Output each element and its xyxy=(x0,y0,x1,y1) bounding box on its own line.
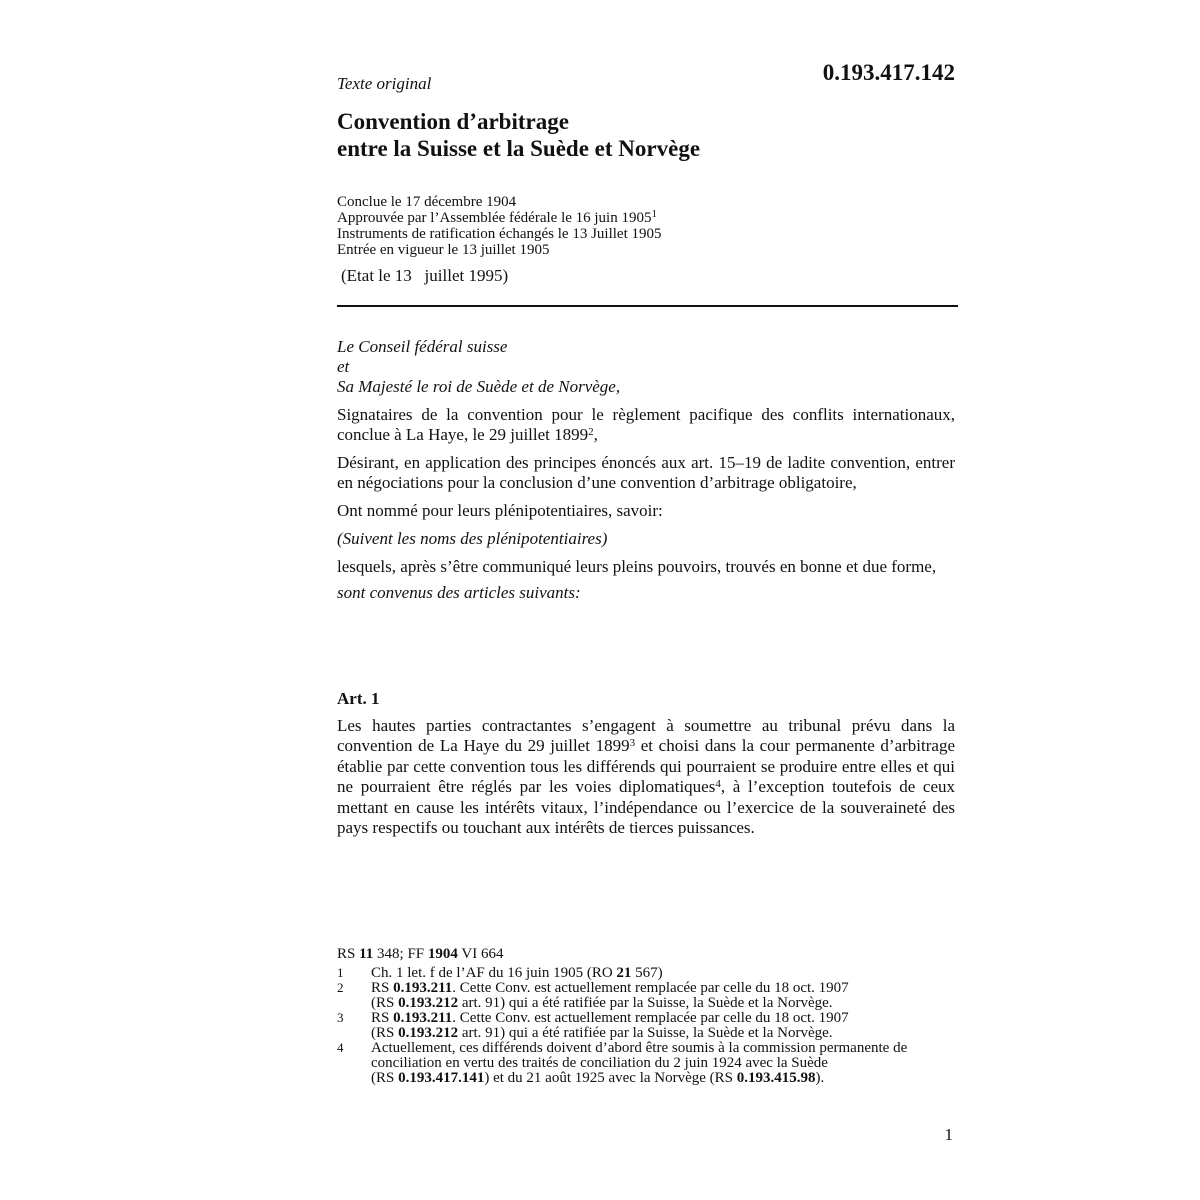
preamble-paragraph: Signataires de la convention pour le règlement pacifique des conflits internationaux, conclue à La Haye, le 29 juillet 1899$^2$, xyxy=(337,405,955,444)
title-line-1: Convention d’arbitrage xyxy=(337,109,569,134)
document-label: Texte original xyxy=(337,74,432,93)
footnote-ref[interactable]: 2 xyxy=(588,426,594,438)
article-body: Les hautes parties contractantes s’engagent à soumettre au tribunal prévu dans la convention de La Haye du 29 juillet 1899$^3$ et choisi dans la cour permanente d’arbitrage établie par cette convention tous les différends qui pourraient se produire entre elles et qui ne pourraient être réglés par les voies diplomatiques$^4$, à l’exception toutefois de ceux mettant en cause les intérêts vitaux, l’indépendance ou l’exercice de la souveraineté des pays respectifs ou touchant aux intérêts de tierces puissances. xyxy=(337,716,955,838)
article-title: Art. 1 xyxy=(337,689,380,708)
footnote: 4 Actuellement, ces différends doivent d’abord être soumis à la commission permanente de conciliation en vertu des traités de conciliation du 2 juin 1924 avec la Suède (RS 0.193.417.141) et du 21 août 1925 avec la Norvège (RS 0.193.415.98). xyxy=(337,1040,908,1086)
footnote: 3 RS 0.193.211. Cette Conv. est actuellement remplacée par celle du 18 oct. 1907 (RS 0.193.212 art. 91) qui a été ratifiée par la Suisse, la Suède et la Norvège. xyxy=(337,1010,849,1041)
preamble xyxy=(337,337,955,609)
title-line-2: entre la Suisse et la Suède et Norvège xyxy=(337,136,701,161)
footnotes xyxy=(337,966,957,1086)
preamble-paragraph: (Suivent les noms des plénipotentiaires) xyxy=(337,529,608,548)
conjunction: et xyxy=(337,357,350,376)
preamble-paragraph: Ont nommé pour leurs plénipotentiaires, savoir: xyxy=(337,501,663,520)
state-date: (Etat le 13 juillet 1995) xyxy=(341,266,509,285)
preamble-paragraph: Désirant, en application des principes énoncés aux art. 15–19 de ladite convention, entrer en négociations pour la conclusion d’une convention d’arbitrage obligatoire, xyxy=(337,453,955,492)
concluded-date: Conclue le 17 décembre 1904 xyxy=(337,194,517,210)
footnote-ref[interactable]: 4 xyxy=(715,778,721,791)
sr-number: 0.193.417.142 xyxy=(822,60,955,85)
metadata-block xyxy=(337,194,662,258)
footnote-number: 3 xyxy=(337,1010,344,1025)
footnote: 1 Ch. 1 let. f de l’AF du 16 juin 1905 (RO 21 567) xyxy=(337,965,663,981)
page-number: 1 xyxy=(944,1125,953,1144)
footnote-ref[interactable]: 1 xyxy=(651,208,657,220)
preamble-paragraph: sont convenus des articles suivants: xyxy=(337,583,581,602)
party-2: Sa Majesté le roi de Suède et de Norvège, xyxy=(337,377,621,396)
ratification-date: Instruments de ratification échangés le 13 Juillet 1905 xyxy=(337,226,662,242)
footnote-number: 4 xyxy=(337,1040,344,1055)
footnote-number: 1 xyxy=(337,965,344,980)
entry-into-force: Entrée en vigueur le 13 juillet 1905 xyxy=(337,242,550,258)
document-title xyxy=(337,108,700,162)
party-1: Le Conseil fédéral suisse xyxy=(337,337,508,356)
approval-date: Approuvée par l’Assemblée fédérale le 16 juin 1905$^1$ xyxy=(337,208,657,226)
footnote-number: 2 xyxy=(337,980,344,995)
footnote: 2 RS 0.193.211. Cette Conv. est actuellement remplacée par celle du 18 oct. 1907 (RS 0.193.212 art. 91) qui a été ratifiée par la Suisse, la Suède et la Norvège. xyxy=(337,980,849,1011)
header-divider xyxy=(337,305,958,307)
footnote-ref[interactable]: 3 xyxy=(629,737,636,750)
preamble-paragraph: lesquels, après s’être communiqué leurs pleins pouvoirs, trouvés en bonne et due forme, xyxy=(337,557,937,576)
source-reference: RS 11 348; FF 1904 VI 664 xyxy=(337,946,504,962)
